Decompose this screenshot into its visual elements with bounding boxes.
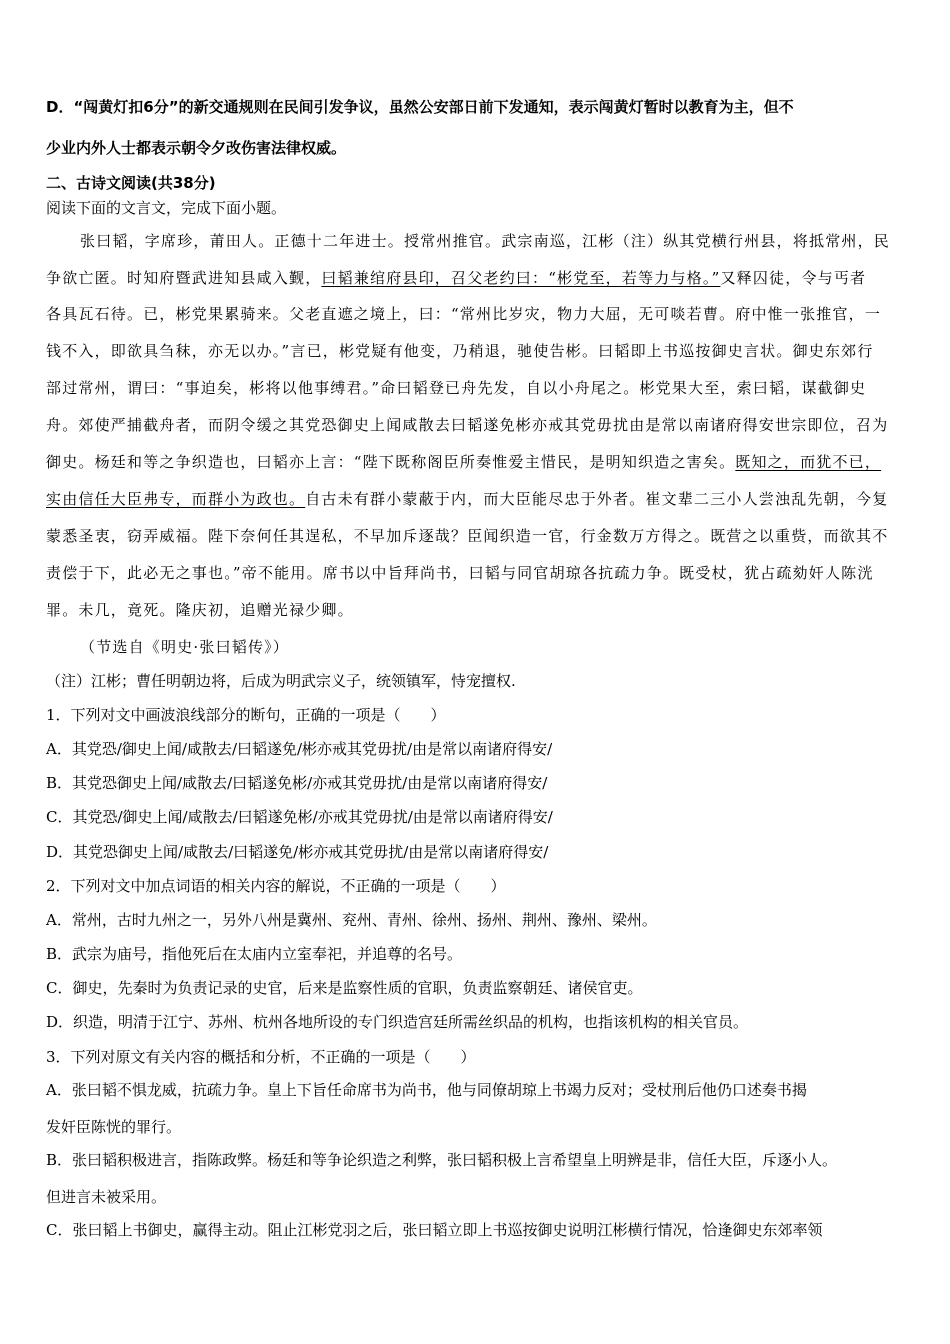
passage-line-7-start: 御史。杨廷和等之争织造也，曰韬亦上言：“陛下既称阁臣所奏惟爱主惜民，是明知织造之害矣。: [46, 453, 736, 471]
passage-source: （节选自《明史·张曰韬传》）: [80, 638, 290, 656]
passage-line-1: 张曰韬，字席珍，莆田人。正德十二年进士。授常州推官。武宗南巡，江彬（注）纵其党横行州县，将抵常州，民: [80, 232, 891, 250]
passage-line-3: 各具瓦石待。已，彬党果累骑来。父老直遮之境上，曰：“常州比岁灾，物力大屈，无可啖若曹。府中惟一张推官，一: [46, 305, 882, 323]
q3-option-b-line-2: 但进言未被采用。: [46, 1188, 167, 1206]
section-instruction: 阅读下面的文言文，完成下面小题。: [46, 199, 287, 217]
passage-line-2-start: 争欲亡匿。时知府暨武进知县咸入觐，: [46, 269, 322, 287]
passage-line-10: 责偿于下，此必无之事也。”帝不能用。席书以中旨拜尚书，曰韬与同官胡琼各抗疏力争。既受杖，犹占疏劾奸人陈洸: [46, 564, 874, 582]
passage-line-8-underlined: 实由信任大臣弗专，而群小为政也。: [46, 490, 306, 508]
q3-option-a-line-2: 发奸臣陈恍的罪行。: [46, 1118, 182, 1136]
passage-line-2: [46, 267, 866, 289]
passage-line-6: 舟。郊使严捕截舟者，而阴令缓之其党恐御史上闻咸散去曰韬遂免彬亦戒其党毋扰由是常以南诸府得安世宗即位，召为: [46, 416, 889, 434]
q3-option-c-line-1: C．张曰韬上书御史，赢得主动。阻止江彬党羽之后，张曰韬立即上书巡按御史说明江彬横行情况，恰逢御史东郊率领: [46, 1221, 823, 1239]
q1-option-a: A．其党恐/御史上闻/咸散去/曰韬遂免/彬亦戒其党毋扰/由是常以南诸府得安/: [46, 740, 553, 758]
q2-stem: 2．下列对文中加点词语的相关内容的解说，不正确的一项是（ ）: [46, 877, 506, 895]
passage-line-7: [46, 451, 881, 473]
passage-line-5: 部过常州，谓曰：“事迫矣，彬将以他事缚君。”命曰韬登已舟先发，自以小舟尾之。彬党果大至，索曰韬，谋截御史: [46, 379, 867, 397]
q2-option-b: B．武宗为庙号，指他死后在太庙内立室奉祀，并追尊的名号。: [46, 945, 463, 963]
passage-line-2-underlined: 曰韬兼绾府县印，召父老约曰：“彬党至，若等力与格。”: [321, 269, 721, 287]
q2-option-c: C．御史，先秦时为负责记录的史官，后来是监察性质的官职，负责监察朝廷、诸侯官吏。: [46, 979, 643, 997]
annotation-note: （注）江彬；曹任明朝边将，后成为明武宗义子，统领镇军，恃宠擅权.: [46, 672, 516, 690]
q3-option-b-line-1: B．张曰韬积极进言，指陈政弊。杨廷和等争论织造之利弊，张曰韬积极上言希望皇上明辨是非，信任大臣，斥逐小人。: [46, 1151, 838, 1169]
passage-line-2-end: 又释囚徒，令与丐者: [720, 269, 867, 287]
q1-option-c: C．其党恐/御史上闻/咸散去/曰韬遂免彬/亦戒其党毋扰/由是常以南诸府得安/: [46, 808, 553, 826]
q2-option-a: A．常州，古时九州之一，另外八州是冀州、兖州、青州、徐州、扬州、荆州、豫州、梁州。: [46, 911, 657, 929]
passage-line-4: 钱不入，即欲具刍秣，亦无以办。”言已，彬党疑有他变，乃稍退，驰使告彬。曰韬即上书巡按御史言状。御史东郊行: [46, 342, 874, 360]
passage-line-7-underlined: 既知之，而犹不已，: [735, 453, 882, 471]
passage-line-9: 蒙悉圣衷，窃弄威福。陛下奈何任其逞私，不早加斥逐哉？臣闻织造一官，行金数万方得之。既营之以重赀，而欲其不: [46, 527, 889, 545]
passage-line-11: 罪。未几，竟死。隆庆初，追赠光禄少卿。: [46, 601, 354, 619]
prev-option-d-line-2: 少业内外人士都表示朝令夕改伤害法律权威。: [46, 139, 347, 157]
passage-line-8: [46, 488, 888, 510]
q1-option-d: D．其党恐御史上闻/咸散去/曰韬遂免/彬亦戒其党毋扰/由是常以南诸府得安/: [46, 843, 549, 861]
q3-stem: 3．下列对原文有关内容的概括和分析，不正确的一项是（ ）: [46, 1048, 476, 1066]
q1-stem: 1．下列对文中画波浪线部分的断句，正确的一项是（ ）: [46, 706, 446, 724]
prev-option-d-line-1: D．“闯黄灯扣6分”的新交通规则在民间引发争议，虽然公安部日前下发通知，表示闯黄灯暂时以教育为主，但不: [46, 98, 794, 116]
q1-option-b: B．其党恐御史上闻/咸散去/曰韬遂免彬/亦戒其党毋扰/由是常以南诸府得安/: [46, 774, 548, 792]
q3-option-a-line-1: A．张曰韬不惧龙威，抗疏力争。皇上下旨任命席书为尚书，他与同僚胡琼上书竭力反对；受杖刑后他仍口述奏书揭: [46, 1081, 807, 1099]
q2-option-d: D．织造，明清于江宁、苏州、杭州各地所设的专门织造宫廷所需丝织品的机构，也指该机构的相关官员。: [46, 1013, 749, 1031]
section-title: 二、古诗文阅读(共38分): [46, 174, 216, 192]
passage-line-8-end: 自古未有群小蒙蔽于内，而大臣能尽忠于外者。崔文辈二三小人尝浊乱先朝，今复: [305, 490, 889, 508]
